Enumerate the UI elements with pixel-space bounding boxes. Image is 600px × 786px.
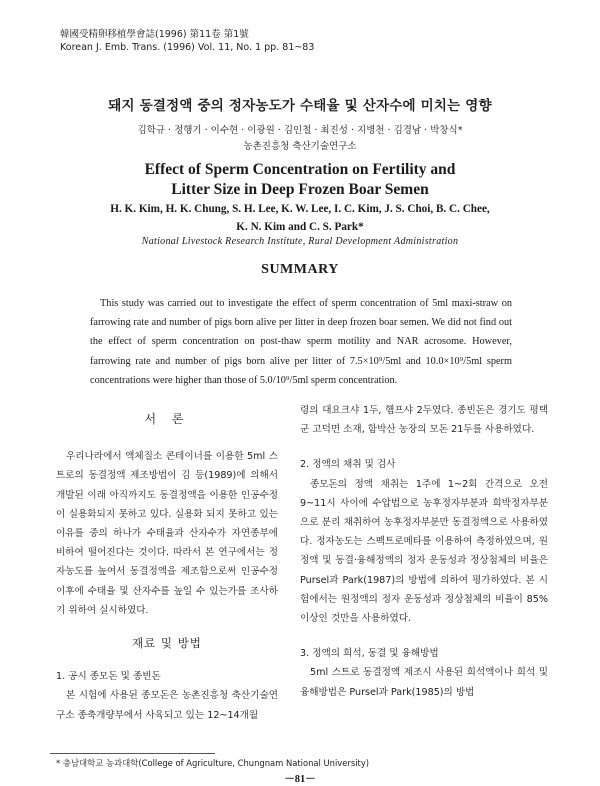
summary-heading: SUMMARY [261, 262, 339, 277]
subsection-3-heading: 3. 정액의 희석, 동결 및 융해방법 [300, 648, 439, 660]
right-column-continuation: 령의 대요크샤 1두, 햄프샤 2두였다. 종빈돈은 경기도 평택군 고덕면 소재, 함박산 농장의 모돈 21두를 사용하였다. [300, 405, 548, 436]
methods-heading: 재료 및 방법 [132, 636, 202, 651]
english-institution: National Livestock Research Institute, Rural Development Administration [141, 236, 459, 247]
subsection-1-heading: 1. 공시 종모돈 및 종빈돈 [56, 671, 161, 683]
english-title [0, 160, 600, 200]
page-number: －81－ [284, 774, 316, 785]
english-title-line2: Litter Size in Deep Frozen Boar Semen [171, 181, 429, 198]
english-title-line1: Effect of Sperm Concentration on Fertility and [144, 161, 456, 178]
korean-institution: 농촌진흥청 축산기술연구소 [243, 141, 357, 152]
summary-text: This study was carried out to investigate the effect of sperm concentration of 5ml maxi-straw on farrowing rate and number of pigs born alive per litter in deep frozen boar semen. We did not find out the effect of sperm concentration on post-thaw sperm motility and NAR acrosome. However, farrowing rate and number of pigs born alive per litter of 7.5×10⁹/5ml and 10.0×10⁹/5ml sperm concentrations were higher than those of 5.0/10⁹/5ml sperm concentration. [90, 298, 512, 386]
subsection-2-heading: 2. 정액의 채취 및 검사 [300, 459, 396, 471]
subsection-1-text: 본 시험에 사용된 종모돈은 농촌진흥청 축산기술연구소 종축개량부에서 사육되고 있는 12~14개월 [56, 690, 278, 721]
korean-authors: 김학규 · 정행기 · 이수현 · 이광원 · 김인철 · 최진성 · 지병천 · 김경남 · 박창식* [137, 125, 463, 136]
right-column [300, 401, 548, 702]
english-authors-line2: K. N. Kim and C. S. Park* [236, 221, 364, 233]
english-authors-line1: H. K. Kim, H. K. Chung, S. H. Lee, K. W. Lee, I. C. Kim, J. S. Choi, B. C. Chee, [110, 203, 490, 215]
summary-body [90, 294, 512, 390]
footnote: * 충남대학교 농과대학(College of Agriculture, Chungnam National University) [56, 758, 370, 768]
footnote-divider [50, 753, 215, 754]
introduction-text: 우리나라에서 액체질소 콘테이너를 이용한 5ml 스트로의 동결정액 제조방법이 김 등(1989)에 의해서 개발된 이래 아직까지도 동결정액을 이용한 인공수정이 실용화되지 못하고 있다. 실용화 되지 못하고 있는 이유를 중의 하나가 수태율과 산자수가 자연종부에 비하여 떨어진다는 것이다. 따라서 본 연구에서는 정자농도를 높여서 동결정액을 제조함으로써 인공수정 이후에 수태율 및 산자수를 높일 수 있는가를 조사하기 위하여 실시하였다. [56, 451, 278, 616]
journal-citation-korean: 韓國受精卵移植學會誌(1996) 第11卷 第1號 [60, 29, 249, 40]
introduction-heading: 서 론 [144, 412, 190, 426]
english-authors [0, 200, 600, 236]
left-column [56, 404, 278, 725]
journal-citation [60, 28, 314, 54]
subsection-2-text: 종모돈의 정액 채취는 1주에 1~2회 간격으로 오전 9~11시 사이에 수압법으로 농후정자부분과 희박정자부분으로 분리 채취하여 농후정자부분만 동결정액으로 사용하였다. 정자농도는 스펙트로메타를 이용하여 측정하였으며, 원정액 및 동결·융해정액의 정자 운동성과 정상첨체의 비율은 Pursel과 Park(1987)의 방법에 의하여 평가하였다. 본 시험에서는 원정액의 정자 운동성과 정상첨체의 비율이 85% 이상인 것만을 사용하였다. [300, 478, 548, 625]
journal-citation-english: Korean J. Emb. Trans. (1996) Vol. 11, No. 1 pp. 81~83 [60, 42, 315, 53]
korean-title: 돼지 동결정액 중의 정자농도가 수태율 및 산자수에 미치는 영향 [108, 98, 492, 114]
subsection-3-text: 5ml 스트로 동결정액 제조시 사용된 희석액이나 희석 및 융해방법은 Pursel과 Park(1985)의 방법 [300, 667, 548, 698]
